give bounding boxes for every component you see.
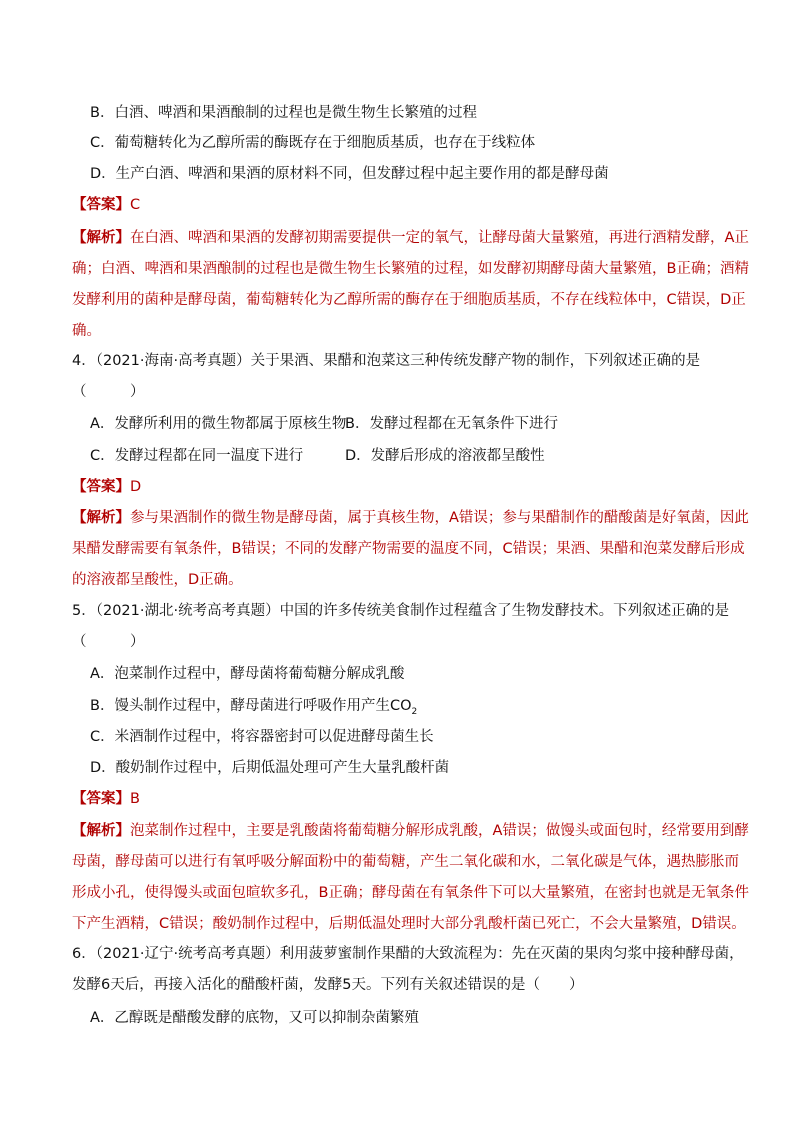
q5-stem-line-2: （ ） (72, 634, 145, 650)
q3-option-c: C．葡萄糖转化为乙醇所需的酶既存在于细胞质基质，也存在于线粒体 (90, 135, 536, 151)
q4-analysis-line-3: 的溶液都呈酸性，D正确。 (72, 572, 243, 588)
option-text: B．馒头制作过程中，酵母菌进行呼吸作用产生CO (90, 698, 412, 714)
q6-stem-line-1: 6．（2021·辽宁·统考高考真题）利用菠萝蜜制作果醋的大致流程为：先在灭菌的果肉匀浆中接种酵母菌， (72, 946, 744, 962)
q5-option-c: C．米酒制作过程中，将容器密封可以促进酵母菌生长 (90, 729, 434, 745)
q4-option-b: B．发酵过程都在无氧条件下进行 (345, 416, 558, 432)
q3-analysis-line-1 (72, 228, 749, 248)
q3-analysis-line-4: 确。 (72, 323, 101, 339)
answer-value: C (130, 197, 141, 213)
q4-option-d: D．发酵后形成的溶液都呈酸性 (345, 448, 545, 464)
analysis-text: 在白酒、啤酒和果酒的发酵初期需要提供一定的氧气，让酵母菌大量繁殖，再进行酒精发酵，A正 (130, 230, 749, 246)
analysis-text: 泡菜制作过程中，主要是乳酸菌将葡萄糖分解形成乳酸，A错误；做馒头或面包时，经常要用到酵 (130, 823, 749, 839)
q5-analysis-line-1 (72, 821, 749, 841)
answer-tag: 【答案】 (72, 479, 130, 495)
q5-stem-line-1: 5．（2021·湖北·统考高考真题）中国的许多传统美食制作过程蕴含了生物发酵技术。下列叙述正确的是 (72, 603, 730, 619)
analysis-tag: 【解析】 (72, 510, 130, 526)
q4-stem-line-1: 4．（2021·海南·高考真题）关于果酒、果醋和泡菜这三种传统发酵产物的制作，下列叙述正确的是 (72, 353, 701, 369)
q5-analysis-line-3: 形成小孔，使得馒头或面包暄软多孔，B正确；酵母菌在有氧条件下可以大量繁殖，在密封也就是无氧条件 (72, 885, 749, 901)
q6-stem-line-2: 发酵6天后，再接入活化的醋酸杆菌，发酵5天。下列有关叙述错误的是（ ） (72, 977, 584, 993)
q4-option-c: C．发酵过程都在同一温度下进行 (90, 448, 304, 464)
q5-option-a: A．泡菜制作过程中，酵母菌将葡萄糖分解成乳酸 (90, 666, 405, 682)
q3-analysis-line-2: 确；白酒、啤酒和果酒酿制的过程也是微生物生长繁殖的过程，如发酵初期酵母菌大量繁殖，B正确；酒精 (72, 261, 749, 277)
q3-option-b: B．白酒、啤酒和果酒酿制的过程也是微生物生长繁殖的过程 (90, 105, 477, 121)
q5-analysis-line-4: 下产生酒精，C错误；酸奶制作过程中，后期低温处理时大部分乳酸杆菌已死亡，不会大量繁殖，D错误。 (72, 916, 746, 932)
q5-option-b (90, 696, 750, 716)
q4-analysis-line-1 (72, 508, 749, 528)
q3-analysis-line-3: 发酵利用的菌种是酵母菌，葡萄糖转化为乙醇所需的酶存在于细胞质基质，不存在线粒体中，C错误，D正 (72, 292, 746, 308)
answer-value: D (130, 479, 142, 495)
q4-stem-line-2: （ ） (72, 384, 145, 400)
q3-answer (72, 195, 732, 215)
q5-answer (72, 789, 732, 809)
answer-tag: 【答案】 (72, 791, 130, 807)
analysis-tag: 【解析】 (72, 230, 130, 246)
q4-answer (72, 477, 732, 497)
subscript: 2 (411, 706, 418, 717)
analysis-text: 参与果酒制作的微生物是酵母菌，属于真核生物，A错误；参与果醋制作的醋酸菌是好氧菌，因此 (130, 510, 749, 526)
answer-value: B (130, 791, 140, 807)
analysis-tag: 【解析】 (72, 823, 130, 839)
q5-analysis-line-2: 母菌，酵母菌可以进行有氧呼吸分解面粉中的葡萄糖，产生二氧化碳和水，二氧化碳是气体，遇热膨胀而 (72, 854, 739, 870)
q4-option-a: A．发酵所利用的微生物都属于原核生物 (90, 416, 347, 432)
q6-option-a: A．乙醇既是醋酸发酵的底物，又可以抑制杂菌繁殖 (90, 1010, 419, 1026)
q5-option-d: D．酸奶制作过程中，后期低温处理可产生大量乳酸杆菌 (90, 760, 450, 776)
answer-tag: 【答案】 (72, 197, 130, 213)
q3-option-d: D．生产白酒、啤酒和果酒的原材料不同，但发酵过程中起主要作用的都是酵母菌 (90, 166, 609, 182)
q4-analysis-line-2: 果醋发酵需要有氧条件，B错误；不同的发酵产物需要的温度不同，C错误；果酒、果醋和泡菜发酵后形成 (72, 541, 745, 557)
